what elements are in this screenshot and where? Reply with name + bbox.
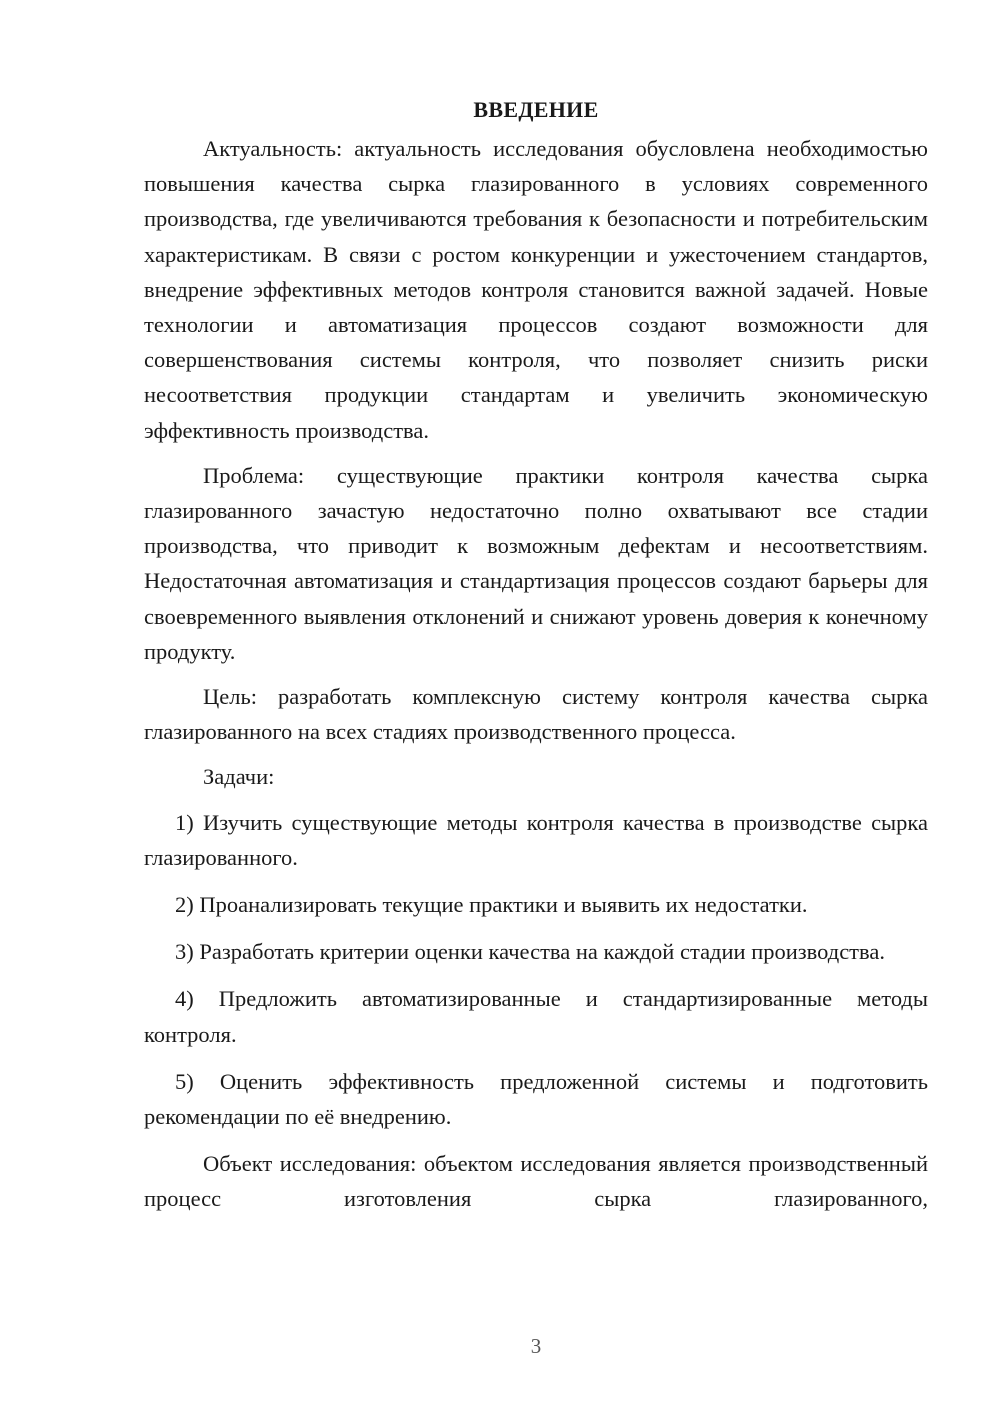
paragraph-goal: Цель: разработать комплексную систему контроля качества сырка глазированного на всех стадиях производственного процесса. xyxy=(144,684,928,745)
paragraph-object: Объект исследования: объектом исследования является производственный процесс изготовления сырка глазированного, xyxy=(144,1151,928,1212)
list-item: 5) Оценить эффективность предложенной системы и подготовить рекомендации по её внедрению. xyxy=(144,1068,928,1130)
section-heading: ВВЕДЕНИЕ xyxy=(473,97,599,122)
paragraph-problem: Проблема: существующие практики контроля качества сырка глазированного зачастую недостаточно полно охватывают все стадии производства, что приводит к возможным дефектам и несоответствиям. Недостаточная автоматизация и стандартизация процессов создают барьеры для своевременного выявления отклонений и снижают уровень доверия к конечному продукту. xyxy=(144,462,928,664)
list-item: 1) Изучить существующие методы контроля качества в производстве сырка глазированного. xyxy=(144,809,928,870)
page-number: 3 xyxy=(530,1334,542,1358)
task-list xyxy=(144,805,928,1135)
document-page xyxy=(144,95,928,1217)
paragraph-relevance: Актуальность: актуальность исследования обусловлена необходимостью повышения качества сырка глазированного в условиях современного производства, где увеличиваются требования к безопасности и потребительским характеристикам. В связи с ростом конкуренции и ужесточением стандартов, внедрение эффективных методов контроля становится важной задачей. Новые технологии и автоматизация процессов создают возможности для совершенствования системы контроля, что позволяет снизить риски несоответствия продукции стандартам и увеличить экономическую эффективность производства. xyxy=(144,136,928,443)
list-item: 2) Проанализировать текущие практики и выявить их недостатки. xyxy=(175,892,808,918)
list-item: 3) Разработать критерии оценки качества на каждой стадии производства. xyxy=(175,939,885,965)
list-item: 4) Предложить автоматизированные и стандартизированные методы контроля. xyxy=(144,986,928,1047)
tasks-label: Задачи: xyxy=(203,764,275,790)
